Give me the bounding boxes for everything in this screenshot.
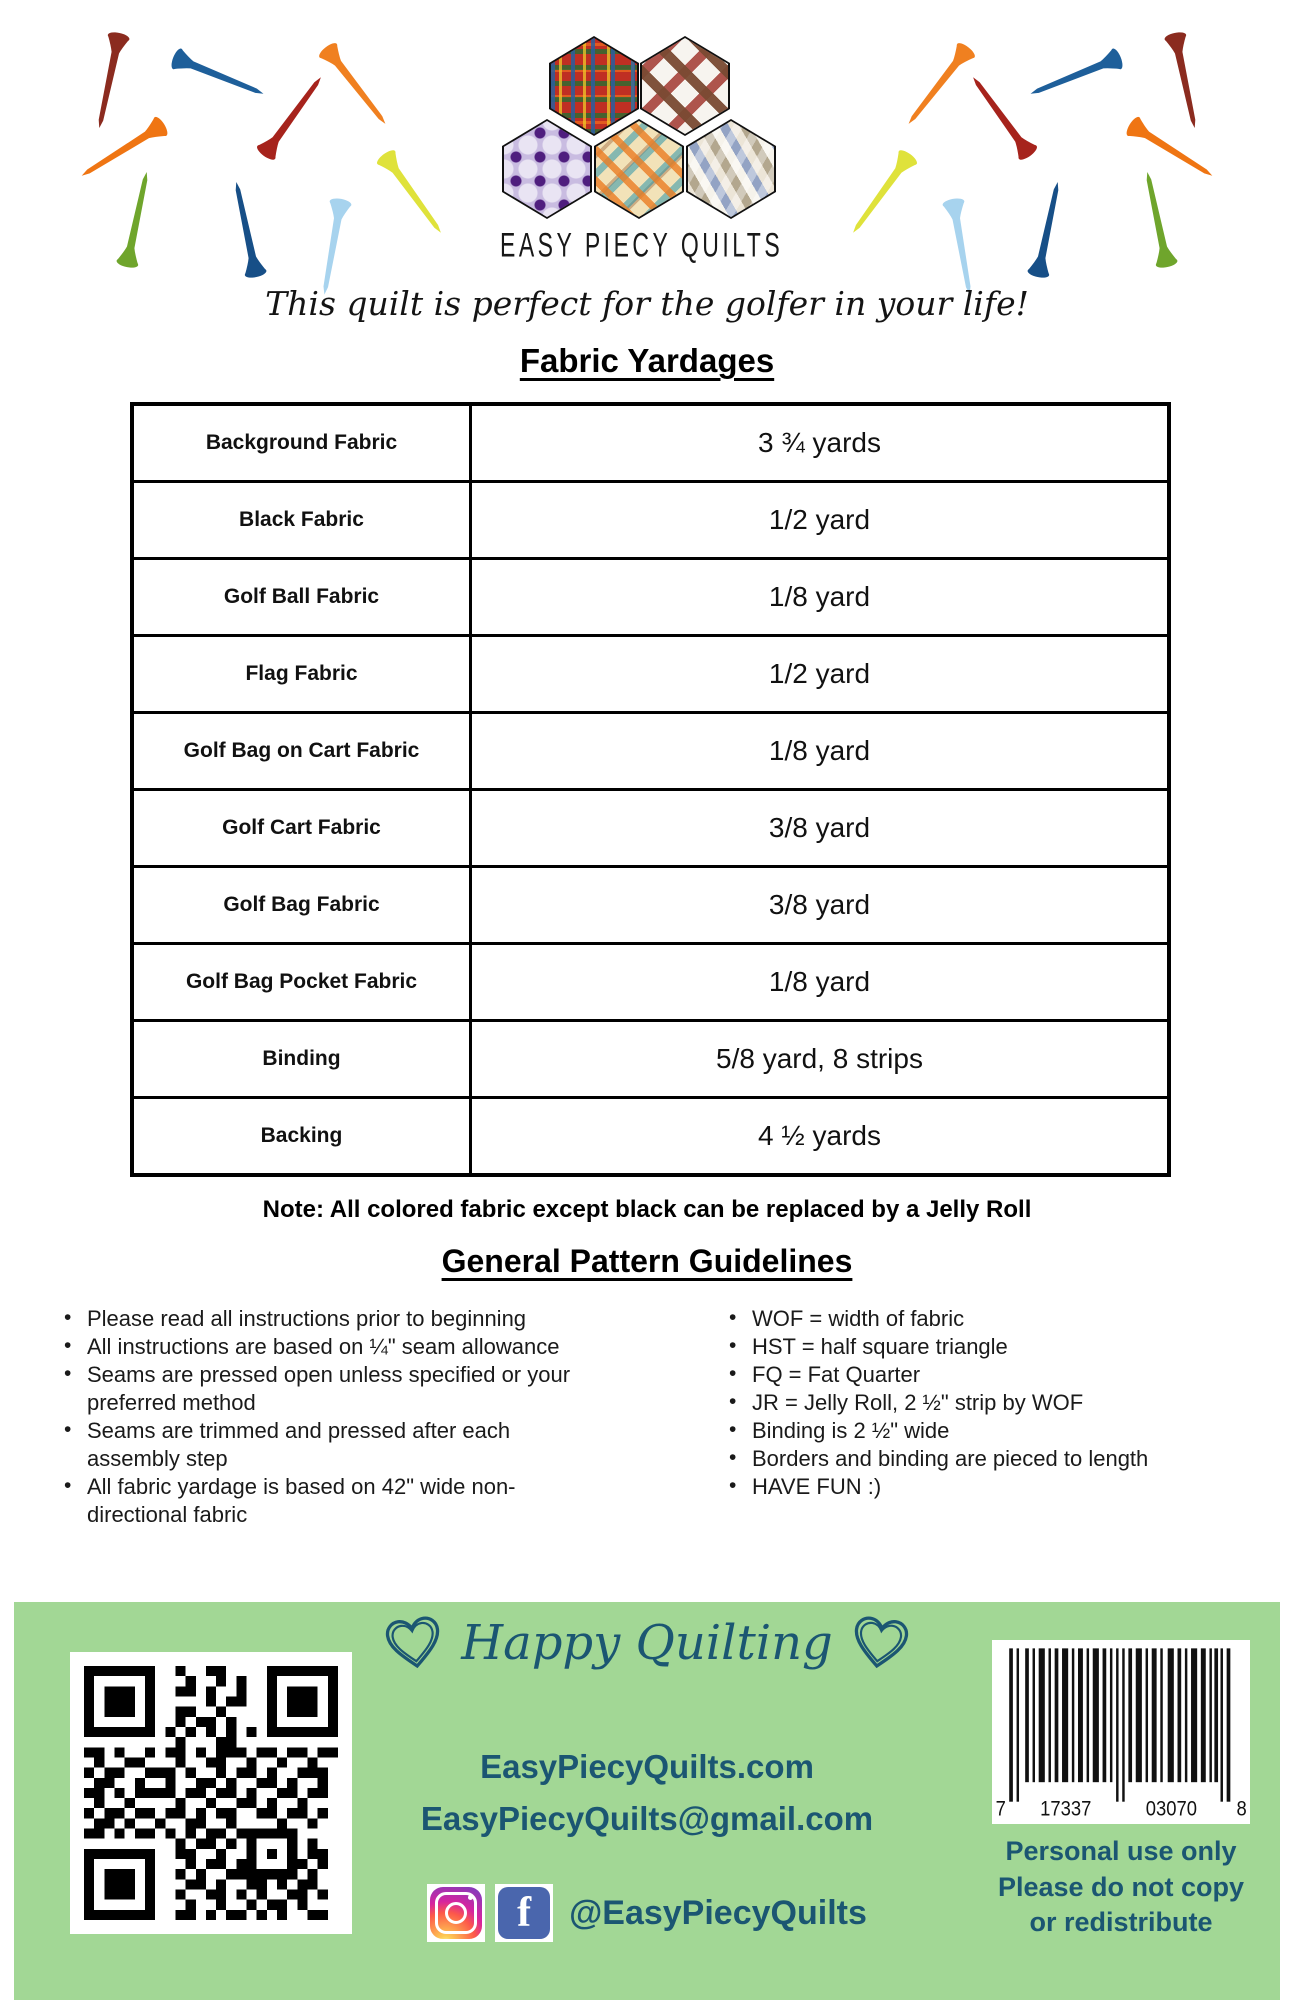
guidelines-right-list (720, 1305, 1180, 1529)
yardage-value-cell: 3 ¾ yards (758, 427, 881, 458)
list-item: • All fabric yardage is based on 42" wide non-directional fabric (55, 1473, 607, 1529)
yardage-value-cell: 1/8 yard (768, 581, 871, 612)
list-item: • Seams are pressed open unless specified or your preferred method (55, 1361, 607, 1417)
fabric-label-cell: Golf Bag Fabric (134, 868, 472, 942)
list-item: • Please read all instructions prior to beginning (55, 1305, 607, 1333)
yardage-value-cell: 4 ½ yards (758, 1120, 881, 1151)
table-row (134, 714, 1167, 791)
email-address: EasyPiecyQuilts@gmail.com (420, 1800, 874, 1837)
table-row (134, 560, 1167, 637)
logo-hexagon-plaid (549, 36, 639, 136)
yardage-value-cell: 1/8 yard (768, 966, 871, 997)
table-row (134, 637, 1167, 714)
tagline: This quilt is perfect for the golfer in your life! (265, 284, 1029, 323)
list-item: • HST = half square triangle (720, 1333, 1157, 1361)
barcode-digits: 03070 (1145, 1797, 1197, 1821)
usage-line: or redistribute (1029, 1907, 1213, 1938)
easy-piecy-quilts-logo (500, 33, 784, 264)
fabric-label-cell: Golf Bag on Cart Fabric (134, 714, 472, 788)
table-row (134, 406, 1167, 483)
usage-line: Please do not copy (997, 1871, 1245, 1902)
golf-tees-illustration-left (40, 18, 460, 318)
logo-title: EASY PIECY QUILTS (500, 225, 784, 264)
heart-icon (379, 1610, 448, 1676)
footer-panel (14, 1602, 1280, 2000)
barcode (992, 1640, 1250, 1824)
list-item: • WOF = width of fabric (720, 1305, 1157, 1333)
fabric-label-cell: Golf Cart Fabric (134, 791, 472, 865)
yardage-value-cell: 5/8 yard, 8 strips (716, 1043, 923, 1074)
list-item: • All instructions are based on ¼" seam allowance (55, 1333, 607, 1361)
logo-hexagon-argyle (640, 36, 730, 136)
list-item: • FQ = Fat Quarter (720, 1361, 1157, 1389)
social-handle: @EasyPiecyQuilts (569, 1893, 867, 1932)
heart-icon (845, 1610, 914, 1676)
guidelines-title: General Pattern Guidelines (441, 1243, 853, 1279)
table-row (134, 791, 1167, 868)
fabric-label-cell: Background Fabric (134, 406, 472, 480)
table-row (134, 1099, 1167, 1173)
yardage-value-cell: 3/8 yard (768, 812, 871, 843)
list-item: • Seams are trimmed and pressed after each assembly step (55, 1417, 607, 1473)
list-item: • JR = Jelly Roll, 2 ½" strip by WOF (720, 1389, 1157, 1417)
table-row (134, 868, 1167, 945)
barcode-digit: 8 (1236, 1797, 1247, 1821)
usage-line: Personal use only (1005, 1836, 1237, 1866)
jelly-roll-note: Note: All colored fabric except black can be replaced by a Jelly Roll (262, 1196, 1032, 1223)
yardage-value-cell: 3/8 yard (768, 889, 871, 920)
website-url: EasyPiecyQuilts.com (480, 1748, 814, 1785)
list-item: • Binding is 2 ½" wide (720, 1417, 1157, 1445)
fabric-label-cell: Black Fabric (134, 483, 472, 557)
fabric-label-cell: Backing (134, 1099, 472, 1173)
golf-tees-illustration-right (834, 18, 1254, 318)
usage-notice (958, 1834, 1284, 1941)
table-row (134, 1022, 1167, 1099)
fabric-yardages-title: Fabric Yardages (519, 342, 775, 379)
table-row (134, 945, 1167, 1022)
yardage-value-cell: 1/8 yard (768, 735, 871, 766)
barcode-digit: 7 (995, 1797, 1006, 1821)
logo-hexagon-octagon (502, 119, 592, 219)
barcode-digits: 17337 (1040, 1797, 1092, 1821)
happy-quilting-text: Happy Quilting (461, 1615, 833, 1671)
guidelines-left-list (55, 1305, 720, 1529)
guidelines-columns (55, 1305, 1245, 1529)
logo-hexagon-diamond (594, 119, 684, 219)
fabric-label-cell: Golf Bag Pocket Fabric (134, 945, 472, 1019)
list-item: • Borders and binding are pieced to length (720, 1445, 1157, 1473)
facebook-icon: f (495, 1884, 553, 1942)
table-row (134, 483, 1167, 560)
fabric-label-cell: Flag Fabric (134, 637, 472, 711)
yardage-value-cell: 1/2 yard (768, 658, 871, 689)
instagram-icon (427, 1884, 485, 1942)
fabric-yardage-table (130, 402, 1171, 1177)
list-item: • HAVE FUN :) (720, 1473, 1157, 1501)
fabric-label-cell: Golf Ball Fabric (134, 560, 472, 634)
logo-hexagon-blocks (686, 119, 776, 219)
fabric-label-cell: Binding (134, 1022, 472, 1096)
yardage-value-cell: 1/2 yard (768, 504, 871, 535)
